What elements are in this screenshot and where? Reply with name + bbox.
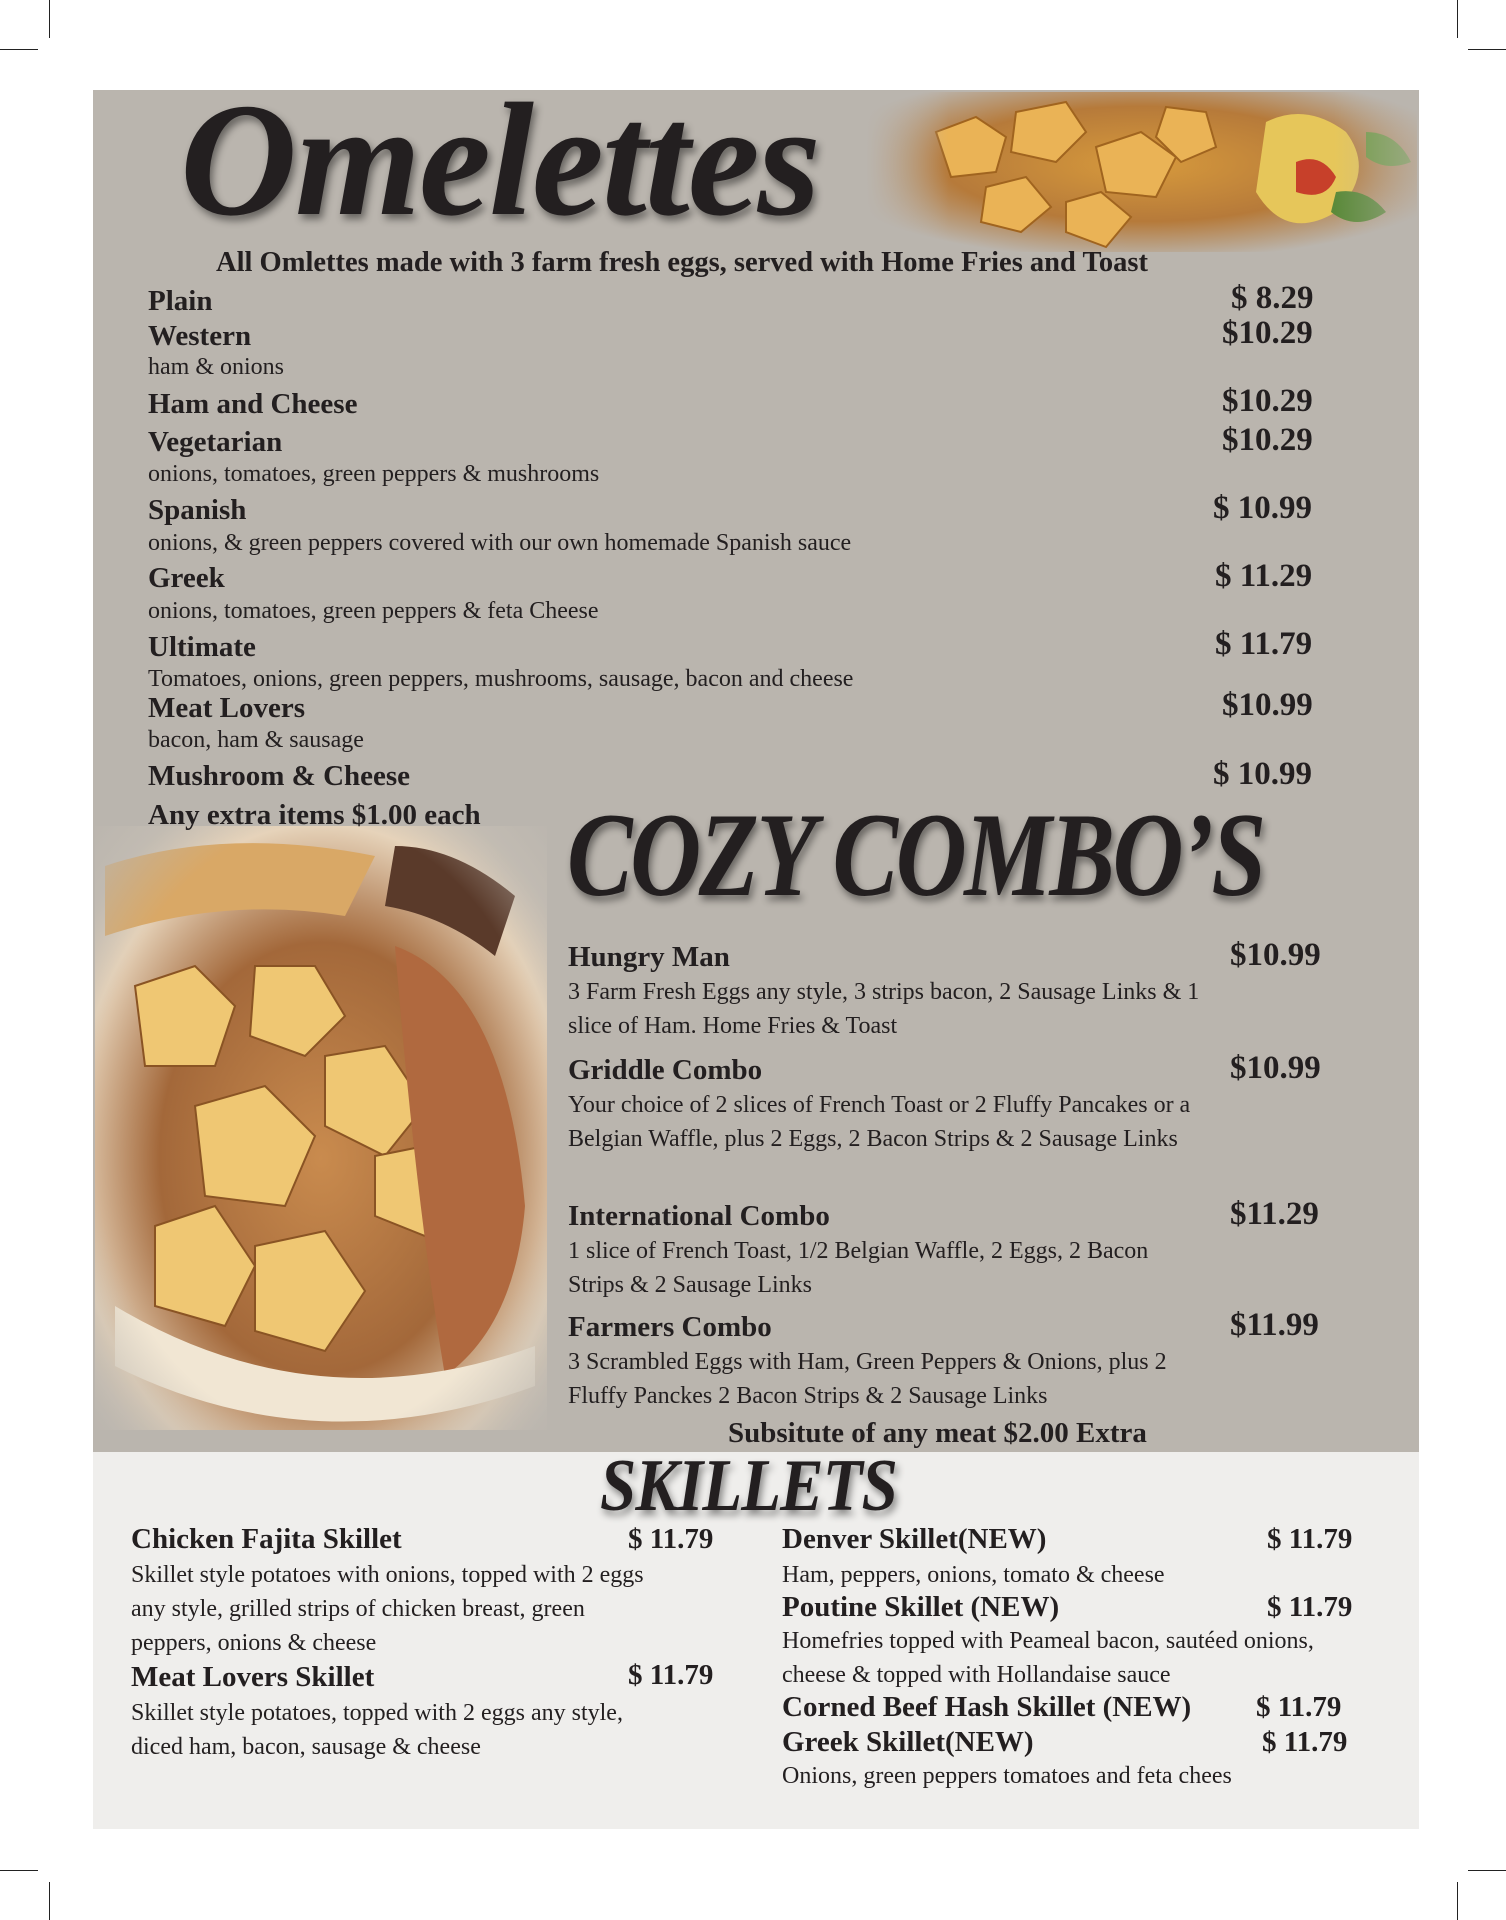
omelette-price: $ 11.29 — [1215, 558, 1313, 594]
omelette-description: Tomatoes, onions, green peppers, mushrooms, sausage, bacon and cheese — [148, 666, 854, 692]
skillet-description: Homefries topped with Peameal bacon, sautéed onions, cheese & topped with Hollandaise sauce — [782, 1628, 1314, 1688]
omelette-price: $10.29 — [1222, 383, 1313, 419]
combo-description: 3 Scrambled Eggs with Ham, Green Peppers & Onions, plus 2 Fluffy Panckes 2 Bacon Strips & 2 Sausage Links — [568, 1349, 1167, 1409]
omelette-description: onions, tomatoes, green peppers & feta Cheese — [148, 598, 599, 624]
combo-name: Griddle Combo — [568, 1054, 763, 1086]
skillet-description: Skillet style potatoes with onions, topped with 2 eggs any style, grilled strips of chicken breast, green peppers, onions & cheese — [131, 1562, 644, 1656]
combo-price: $11.99 — [1230, 1307, 1319, 1343]
skillet-description: Onions, green peppers tomatoes and feta chees — [782, 1763, 1232, 1789]
skillet-price: $ 11.79 — [628, 1523, 714, 1555]
omelette-price: $ 10.99 — [1213, 490, 1312, 526]
skillet-potatoes-photo — [95, 826, 547, 1430]
omelette-description: onions, tomatoes, green peppers & mushrooms — [148, 461, 600, 487]
meat-substitute-note: Subsitute of any meat $2.00 Extra — [728, 1417, 1147, 1449]
omelette-description: ham & onions — [148, 354, 284, 380]
combo-description: 1 slice of French Toast, 1/2 Belgian Waffle, 2 Eggs, 2 Bacon Strips & 2 Sausage Links — [568, 1238, 1149, 1298]
skillet-name: Greek Skillet(NEW) — [782, 1726, 1034, 1758]
skillets-title: SKILLETS — [600, 1445, 897, 1527]
omelette-price: $10.29 — [1222, 422, 1313, 458]
combo-description: 3 Farm Fresh Eggs any style, 3 strips bacon, 2 Sausage Links & 1 slice of Ham. Home Fries & Toast — [568, 979, 1200, 1039]
omelette-name: Spanish — [148, 494, 247, 526]
crop-mark — [0, 49, 38, 50]
skillet-name: Poutine Skillet (NEW) — [782, 1591, 1060, 1623]
combo-description: Your choice of 2 slices of French Toast or 2 Fluffy Pancakes or a Belgian Waffle, plus 2 Eggs, 2 Bacon Strips & 2 Sausage Links — [568, 1092, 1191, 1152]
skillet-name: Denver Skillet(NEW) — [782, 1523, 1047, 1555]
skillet-price: $ 11.79 — [1267, 1523, 1353, 1555]
omelette-name: Western — [148, 320, 252, 352]
omelette-name: Ham and Cheese — [148, 388, 358, 420]
omelette-name: Mushroom & Cheese — [148, 760, 411, 792]
skillet-description: Skillet style potatoes, topped with 2 eggs any style, diced ham, bacon, sausage & cheese — [131, 1700, 623, 1760]
skillet-price: $ 11.79 — [1267, 1591, 1353, 1623]
omelette-price: $ 10.99 — [1213, 756, 1312, 792]
crop-mark — [1468, 49, 1506, 50]
skillet-name: Chicken Fajita Skillet — [131, 1523, 402, 1555]
crop-mark — [1457, 1882, 1458, 1920]
combos-title: COZY COMBO’S — [567, 788, 1264, 921]
omelette-name: Greek — [148, 562, 225, 594]
omelette-price: $ 8.29 — [1231, 280, 1314, 316]
skillet-price: $ 11.79 — [628, 1659, 714, 1691]
omelette-price: $ 11.79 — [1215, 626, 1313, 662]
omelette-name: Ultimate — [148, 631, 256, 663]
home-fries-photo — [866, 92, 1417, 252]
crop-mark — [49, 0, 50, 38]
omelette-price: $10.29 — [1222, 315, 1313, 351]
combo-name: International Combo — [568, 1200, 830, 1232]
crop-mark — [0, 1870, 38, 1871]
omelette-name: Plain — [148, 285, 213, 317]
omelette-description: onions, & green peppers covered with our own homemade Spanish sauce — [148, 530, 852, 556]
combo-price: $10.99 — [1230, 1050, 1321, 1086]
omelettes-subtitle: All Omlettes made with 3 farm fresh eggs, served with Home Fries and Toast — [216, 247, 1148, 278]
omelette-price: $10.99 — [1222, 687, 1313, 723]
combo-price: $10.99 — [1230, 937, 1321, 973]
combo-name: Farmers Combo — [568, 1311, 772, 1343]
skillet-price: $ 11.79 — [1256, 1691, 1342, 1723]
omelettes-title: Omelettes — [180, 71, 819, 250]
omelette-description: bacon, ham & sausage — [148, 727, 364, 753]
omelette-name: Meat Lovers — [148, 692, 306, 724]
omelette-name: Vegetarian — [148, 426, 283, 458]
combo-price: $11.29 — [1230, 1196, 1319, 1232]
skillet-price: $ 11.79 — [1262, 1726, 1348, 1758]
skillet-description: Ham, peppers, onions, tomato & cheese — [782, 1562, 1165, 1588]
crop-mark — [1468, 1870, 1506, 1871]
crop-mark — [49, 1882, 50, 1920]
skillet-name: Corned Beef Hash Skillet (NEW) — [782, 1691, 1192, 1723]
combo-name: Hungry Man — [568, 941, 730, 973]
extra-items-note: Any extra items $1.00 each — [148, 799, 481, 831]
skillet-name: Meat Lovers Skillet — [131, 1661, 375, 1693]
crop-mark — [1457, 0, 1458, 38]
